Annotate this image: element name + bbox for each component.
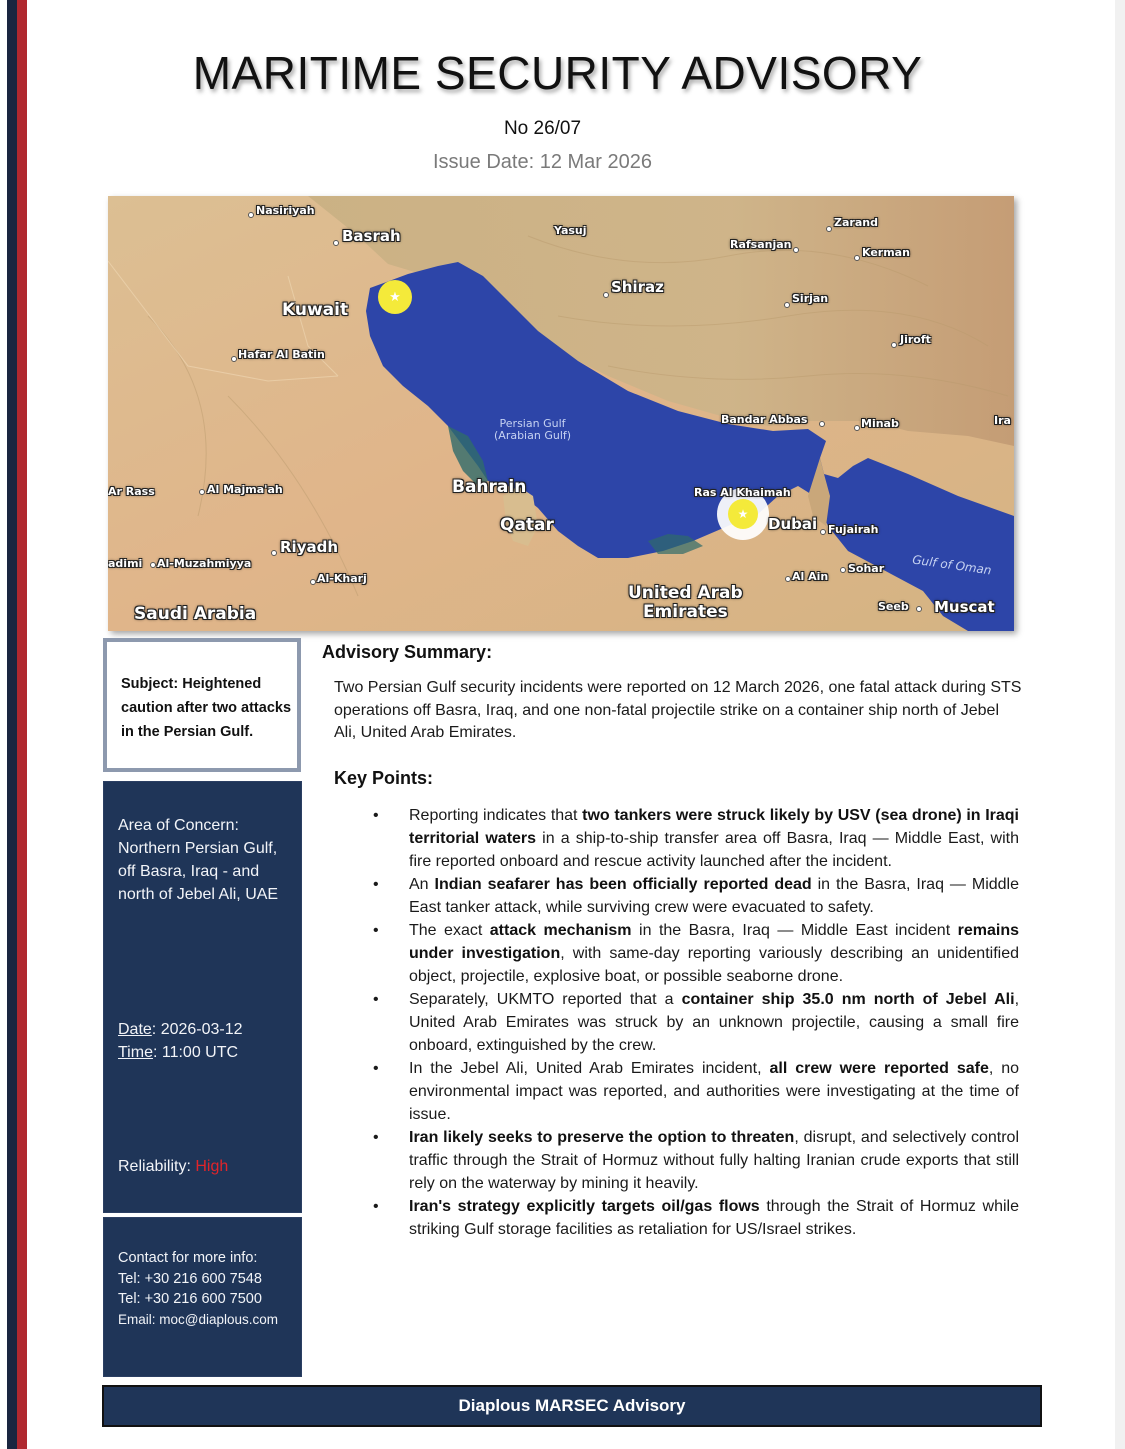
advisory-summary-text: Two Persian Gulf security incidents were reported on 12 March 2026, one fatal attack during STS operations off Basra, Iraq, and one non-fatal projectile strike on a container ship north of Jebel Ali, United Arab Emirates. bbox=[334, 679, 1022, 741]
key-point-item: • Reporting indicates that two tankers were struck likely by USV (sea drone) in Iraqi territorial waters in a ship-to-ship transfer area off Basra, Iraq — Middle East, with fire reported onboard and rescue activity launched after the incident. bbox=[373, 804, 1019, 873]
map-label-nasiriyah: Nasiriyah bbox=[256, 204, 315, 217]
subject-box bbox=[103, 638, 301, 772]
bullet-icon: • bbox=[373, 1129, 379, 1146]
map-label-riyadh: Riyadh bbox=[280, 538, 339, 556]
bullet-icon: • bbox=[373, 876, 379, 893]
city-dot bbox=[603, 292, 609, 298]
reliability-rating bbox=[118, 1155, 228, 1178]
map-label-hafar-al-batin: Hafar Al Batin bbox=[238, 348, 325, 361]
bullet-icon: • bbox=[373, 1060, 379, 1077]
city-dot bbox=[793, 247, 799, 253]
city-dot bbox=[231, 356, 237, 362]
bullet-icon: • bbox=[373, 922, 379, 939]
map-label-al-majmaah: Al Majma'ah bbox=[207, 483, 283, 496]
page-edge bbox=[1115, 0, 1125, 1449]
map-label-zarand: Zarand bbox=[834, 216, 878, 229]
issue-date: Issue Date: 12 Mar 2026 bbox=[432, 151, 652, 173]
advisory-number: No 26/07 bbox=[503, 118, 582, 139]
map-label-minab: Minab bbox=[861, 417, 899, 430]
key-point-item: • The exact attack mechanism in the Basra, Iraq — Middle East incident remains under investigation, with same-day reporting variously describing an unidentified object, projectile, explosive boat, or possible seaborne drone. bbox=[373, 919, 1019, 988]
incident-marker-basra[interactable] bbox=[378, 280, 412, 314]
area-of-concern-text: Area of Concern: Northern Persian Gulf, off Basra, Iraq - and north of Jebel Ali, UAE bbox=[118, 817, 279, 903]
time-label: Time bbox=[118, 1044, 153, 1061]
subject-label: Subject: bbox=[121, 676, 179, 692]
map-label-sohar: Sohar bbox=[848, 562, 885, 575]
map-label-bandar-abbas: Bandar Abbas bbox=[721, 413, 808, 426]
city-dot bbox=[199, 489, 205, 495]
star-icon: ★ bbox=[389, 289, 401, 304]
city-dot bbox=[784, 302, 790, 308]
date-label: Date bbox=[118, 1021, 152, 1038]
time-value: : 11:00 UTC bbox=[152, 1044, 239, 1061]
city-dot bbox=[310, 579, 316, 585]
map-label-fujairah: Fujairah bbox=[828, 523, 879, 536]
map-label-rafsanjan: Rafsanjan bbox=[730, 238, 792, 251]
bullet-icon: • bbox=[373, 991, 379, 1008]
map-label-saudi-arabia: Saudi Arabia bbox=[134, 604, 257, 624]
reliability-label: Reliability: bbox=[118, 1158, 196, 1175]
key-point-item: • Iran likely seeks to preserve the option to threaten, disrupt, and selectively control traffic through the Strait of Hormuz without fully halting Iranian crude exports that still rely on the waterway by mining it heavily. bbox=[373, 1126, 1019, 1195]
incident-map bbox=[108, 196, 1014, 631]
contact-box bbox=[103, 1217, 302, 1377]
bullet-icon: • bbox=[373, 807, 379, 824]
city-dot bbox=[840, 567, 846, 573]
key-point-item: • In the Jebel Ali, United Arab Emirates incident, all crew were reported safe, no environmental impact was reported, and authorities were investigating at the time of issue. bbox=[373, 1057, 1019, 1126]
map-label-gulf-of-oman: Gulf of Oman bbox=[911, 552, 993, 578]
key-point-item: • Iran's strategy explicitly targets oil/gas flows through the Strait of Hormuz while striking Gulf storage facilities as retaliation for US/Israel strikes. bbox=[373, 1195, 1019, 1241]
map-label-al-ain: Al Ain bbox=[792, 570, 829, 583]
map-label-muscat: Muscat bbox=[934, 598, 995, 616]
contact-email[interactable]: Email: moc@diaplous.com bbox=[118, 1311, 279, 1327]
city-dot bbox=[916, 606, 922, 612]
city-dot bbox=[333, 240, 339, 246]
star-icon: ★ bbox=[737, 507, 749, 521]
map-label-sirjan: Sirjan bbox=[792, 292, 829, 305]
map-label-basrah: Basrah bbox=[342, 227, 401, 245]
map-label-kuwait: Kuwait bbox=[282, 300, 349, 320]
document-title: MARITIME SECURITY ADVISORY bbox=[192, 47, 923, 99]
advisory-summary-heading: Advisory Summary: bbox=[322, 642, 493, 662]
map-label-al-kharj: Al-Kharj bbox=[317, 572, 367, 585]
city-dot bbox=[854, 255, 860, 261]
map-label-yasuj: Yasuj bbox=[554, 224, 587, 237]
left-red-stripe bbox=[17, 0, 27, 1449]
map-label-dubai: Dubai bbox=[768, 515, 818, 533]
map-label-seeb: Seeb bbox=[878, 600, 909, 613]
map-label-kerman: Kerman bbox=[862, 246, 910, 259]
contact-heading: Contact for more info: bbox=[118, 1250, 258, 1266]
key-points-list bbox=[373, 804, 1019, 1241]
map-label-al-muzahmiyya: Al-Muzahmiyya bbox=[157, 557, 252, 570]
map-label-uae: United Arab Emirates bbox=[628, 583, 743, 622]
map-label-ras-al-khaimah: Ras Al Khaimah bbox=[694, 486, 791, 499]
city-dot bbox=[826, 226, 832, 232]
city-dot bbox=[854, 425, 860, 431]
city-dot bbox=[248, 212, 254, 218]
subject-text: Heightened caution after two attacks in the Persian Gulf. bbox=[121, 676, 292, 740]
city-dot bbox=[891, 342, 897, 348]
city-dot bbox=[785, 576, 791, 582]
map-label-persian-gulf: Persian Gulf (Arabian Gulf) bbox=[494, 417, 572, 442]
map-label-ar-rass: Ar Rass bbox=[108, 485, 155, 498]
footer-bar bbox=[102, 1385, 1042, 1427]
date-value: : 2026-03-12 bbox=[151, 1021, 243, 1038]
left-navy-stripe bbox=[7, 0, 17, 1449]
key-point-item: • An Indian seafarer has been officially reported dead in the Basra, Iraq — Middle East tanker attack, while surviving crew were evacuated to safety. bbox=[373, 873, 1019, 919]
city-dot bbox=[271, 550, 277, 556]
footer-label: Diaplous MARSEC Advisory bbox=[458, 1396, 686, 1415]
map-label-dawadmi: adimi bbox=[108, 557, 143, 570]
key-points-heading: Key Points: bbox=[334, 768, 434, 788]
area-of-concern-box bbox=[103, 781, 302, 1213]
city-dot bbox=[820, 529, 826, 535]
contact-tel-2[interactable]: Tel: +30 216 600 7500 bbox=[118, 1291, 262, 1307]
map-label-shiraz: Shiraz bbox=[611, 278, 664, 296]
map-label-jiroft: Jiroft bbox=[900, 333, 931, 346]
map-label-ira: Ira bbox=[994, 414, 1011, 427]
key-point-item: • Separately, UKMTO reported that a container ship 35.0 nm north of Jebel Ali, United Arab Emirates was struck by an unknown projectile, causing a small fire onboard, extinguished by the crew. bbox=[373, 988, 1019, 1057]
incident-datetime bbox=[118, 1018, 243, 1064]
reliability-value: High bbox=[195, 1158, 229, 1175]
bullet-icon: • bbox=[373, 1198, 379, 1215]
map-label-qatar: Qatar bbox=[500, 515, 554, 535]
map-label-bahrain: Bahrain bbox=[452, 477, 527, 497]
city-dot bbox=[150, 562, 156, 568]
city-dot bbox=[819, 421, 825, 427]
contact-tel-1[interactable]: Tel: +30 216 600 7548 bbox=[118, 1270, 262, 1287]
